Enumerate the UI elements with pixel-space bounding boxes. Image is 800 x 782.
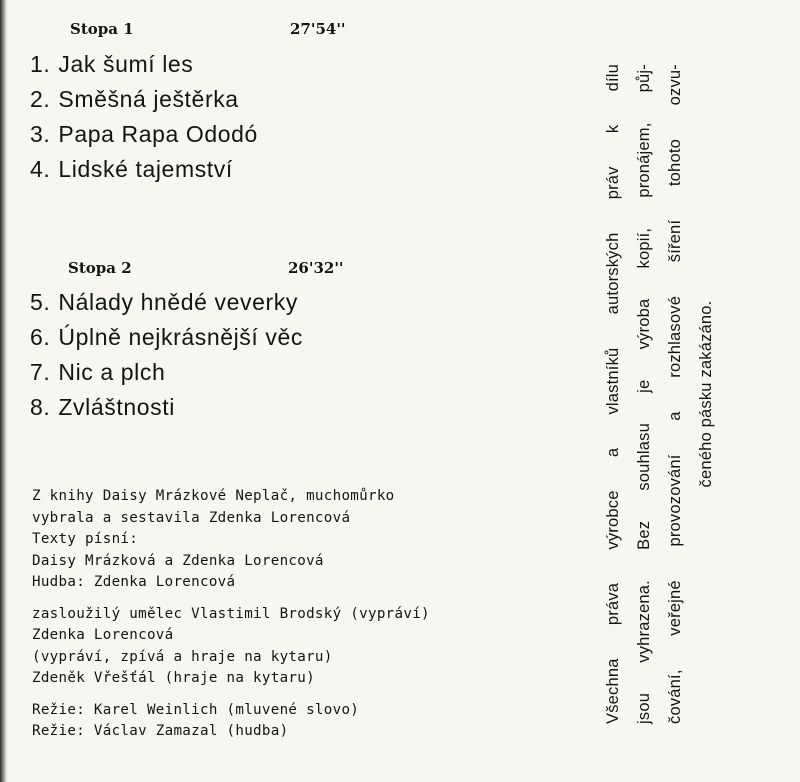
track-number: 8. xyxy=(30,394,51,420)
side-1-header xyxy=(70,20,346,38)
track-item xyxy=(30,152,258,187)
credits-source-line: Z knihy Daisy Mrázkové Neplač, muchomůrko xyxy=(32,488,395,504)
track-item xyxy=(30,117,258,152)
credits-lyrics-label: Texty písní: xyxy=(32,531,139,547)
track-title: Nálady hnědé veverky xyxy=(58,289,298,315)
credits-compiler-line: vybrala a sestavila Zdenka Lorencová xyxy=(32,509,351,526)
track-title: Směšná ještěrka xyxy=(58,86,239,112)
credits-performer: Zdenka Lorencová xyxy=(32,627,174,643)
credits-music: Hudba: Zdenka Lorencová xyxy=(32,574,236,590)
rights-notice-line: čeného pásku zakázáno. xyxy=(697,300,715,488)
track-title: Nic a plch xyxy=(58,359,166,385)
track-item xyxy=(30,320,303,355)
track-number: 1. xyxy=(30,51,51,77)
side-2-heading: Stopa 2 xyxy=(68,259,132,277)
track-title: Jak šumí les xyxy=(58,51,194,77)
track-number: 5. xyxy=(30,289,51,315)
credits-performer: Zdeněk Vřešťál (hraje na kytaru) xyxy=(32,670,315,686)
credits-direction: Režie: Karel Weinlich (mluvené slovo) xyxy=(32,701,360,718)
credits-direction: Režie: Václav Zamazal (hudba) xyxy=(32,723,289,739)
track-title: Zvláštnosti xyxy=(58,394,175,420)
side-2-header xyxy=(68,259,344,277)
track-number: 6. xyxy=(30,324,51,350)
credits-block xyxy=(32,486,430,743)
rights-notice-vertical xyxy=(598,64,728,724)
side-1-track-list xyxy=(30,47,258,187)
side-2-track-list xyxy=(30,285,303,425)
side-2-duration: 26'32'' xyxy=(288,259,344,277)
track-item xyxy=(30,47,258,82)
track-number: 2. xyxy=(30,86,51,112)
track-title: Papa Rapa Ododó xyxy=(58,121,258,147)
rights-notice-line: jsou vyhrazena. Bez souhlasu je výroba kopií, pronájem, půj- xyxy=(635,64,653,724)
rights-notice-line: Všechna práva výrobce a vlastníků autorských práv k dílu xyxy=(604,64,622,724)
rights-notice-line: čování, veřejné provozování a rozhlasové šíření tohoto ozvu- xyxy=(666,64,684,724)
track-item xyxy=(30,390,303,425)
track-number: 4. xyxy=(30,156,51,182)
credits-performer: zasloužilý umělec Vlastimil Brodský (vypráví) xyxy=(32,605,430,622)
track-number: 3. xyxy=(30,121,51,147)
track-title: Úplně nejkrásnější věc xyxy=(58,324,303,350)
track-item xyxy=(30,82,258,117)
track-number: 7. xyxy=(30,359,51,385)
credits-lyrics-authors: Daisy Mrázková a Zdenka Lorencová xyxy=(32,552,324,569)
side-1-duration: 27'54'' xyxy=(290,20,346,38)
track-title: Lidské tajemství xyxy=(58,156,233,182)
credits-performer-role: (vypráví, zpívá a hraje na kytaru) xyxy=(32,648,333,665)
side-1-heading: Stopa 1 xyxy=(70,20,134,38)
track-item xyxy=(30,355,303,390)
track-item xyxy=(30,285,303,320)
